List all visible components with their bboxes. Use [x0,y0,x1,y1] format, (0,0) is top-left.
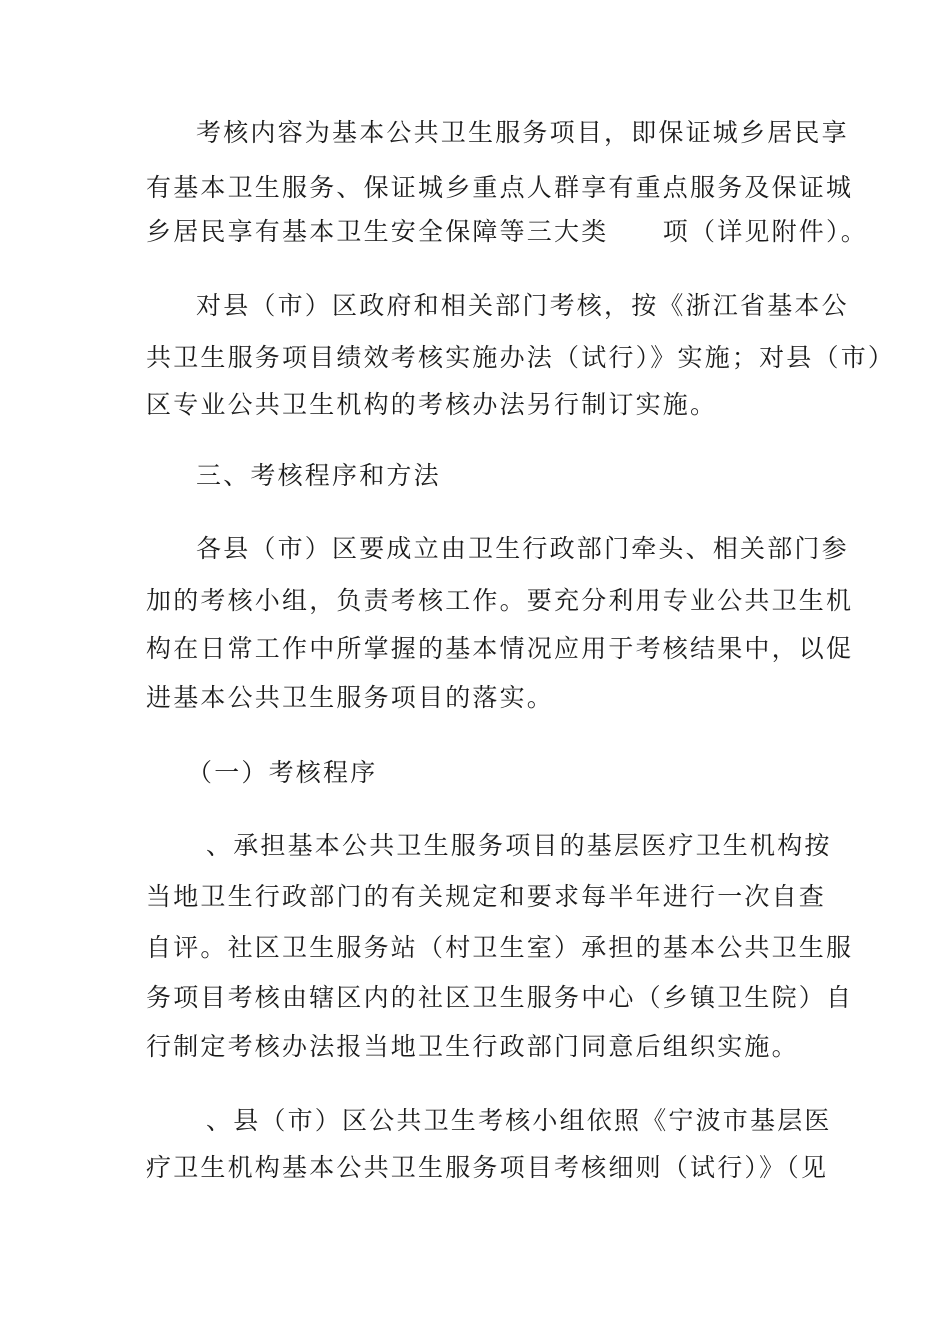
paragraph-line: 进基本公共卫生服务项目的落实。 [146,683,555,712]
paragraph-line: 、承担基本公共卫生服务项目的基层医疗卫生机构按 [206,831,832,860]
paragraph-line: 疗卫生机构基本公共卫生服务项目考核细则（试行）》（见 [146,1153,829,1182]
paragraph-line: 共卫生服务项目绩效考核实施办法（试行）》实施；对县（市） [146,343,896,372]
paragraph-line: 加的考核小组，负责考核工作。要充分利用专业公共卫生机 [146,586,854,615]
paragraph-line: 区专业公共卫生机构的考核办法另行制订实施。 [146,390,718,419]
subsection-heading: （一）考核程序 [187,758,378,787]
paragraph-line: 当地卫生行政部门的有关规定和要求每半年进行一次自查 [146,882,827,911]
paragraph-line: 各县（市）区要成立由卫生行政部门牵头、相关部门参 [196,534,849,563]
paragraph-line: 考核内容为基本公共卫生服务项目，即保证城乡居民享 [196,118,849,147]
paragraph-line: 行制定考核办法报当地卫生行政部门同意后组织实施。 [146,1032,799,1061]
paragraph-line: 、县（市）区公共卫生考核小组依照《宁波市基层医 [206,1106,832,1135]
paragraph-line: 自评。社区卫生服务站（村卫生室）承担的基本公共卫生服 [146,933,854,962]
paragraph-line: 对县（市）区政府和相关部门考核，按《浙江省基本公 [196,291,849,320]
paragraph-line: 乡居民享有基本卫生安全保障等三大类 项（详见附件）。 [146,217,868,246]
paragraph-line: 务项目考核由辖区内的社区卫生服务中心（乡镇卫生院）自 [146,983,854,1012]
paragraph-line: 有基本卫生服务、保证城乡重点人群享有重点服务及保证城 [146,173,854,202]
section-heading: 三、考核程序和方法 [196,461,441,490]
paragraph-line: 构在日常工作中所掌握的基本情况应用于考核结果中，以促 [146,634,854,663]
